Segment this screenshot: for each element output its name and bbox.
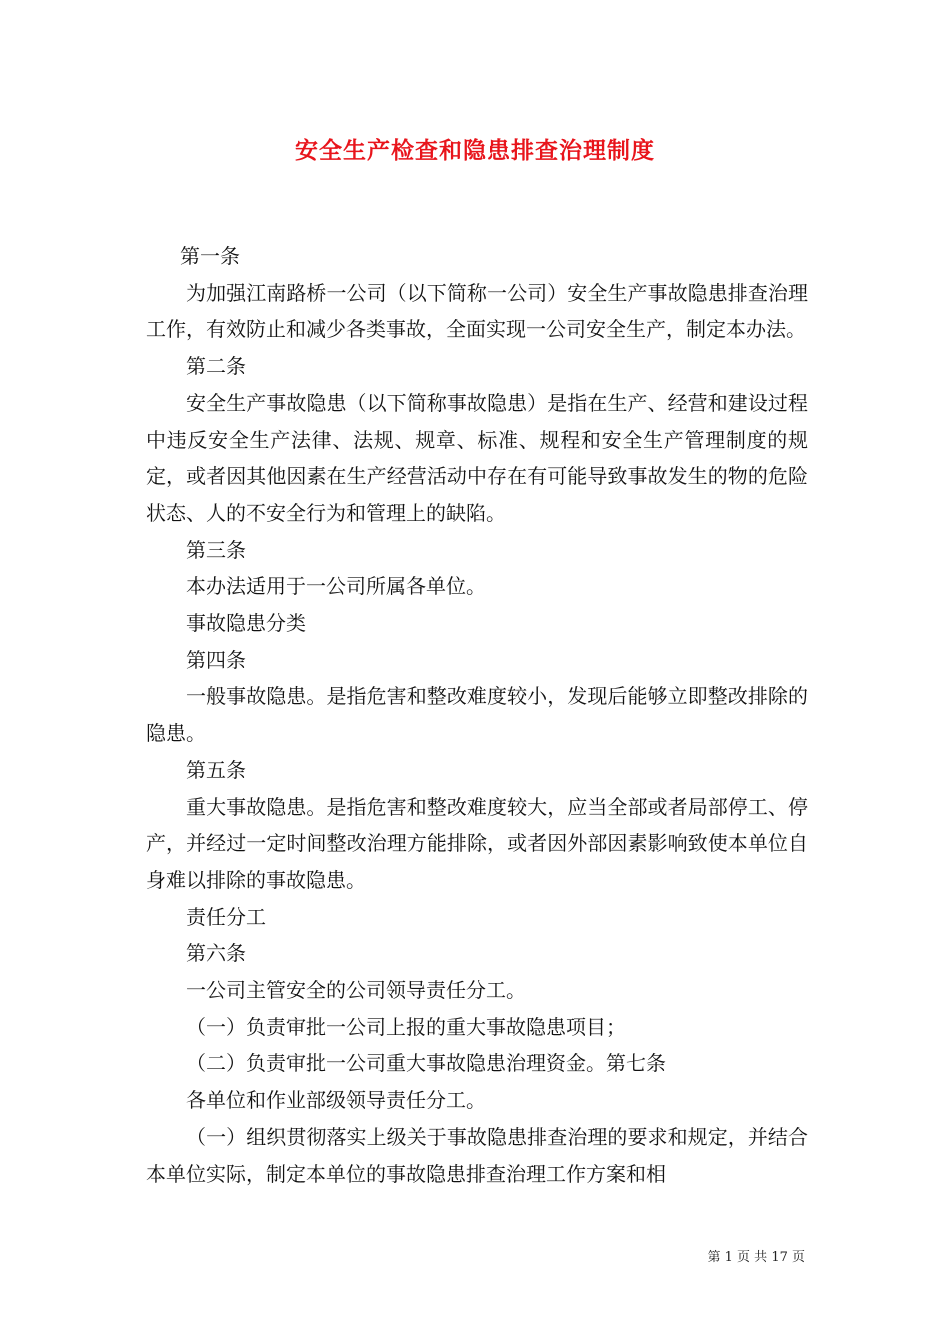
paragraph: 责任分工 <box>186 904 266 929</box>
paragraph: 第二条 <box>186 354 246 379</box>
paragraph: 第六条 <box>186 941 246 966</box>
paragraph: 各单位和作业部级领导责任分工。 <box>186 1088 486 1113</box>
paragraph: 本办法适用于一公司所属各单位。 <box>186 574 486 599</box>
paragraph: 安全生产事故隐患（以下简称事故隐患）是指在生产、经营和建设过程中违反安全生产法律、法规、规章、标准、规程和安全生产管理制度的规定，或者因其他因素在生产经营活动中存在有可能导致事故发生的物的危险状态、人的不安全行为和管理上的缺陷。 <box>146 390 808 525</box>
paragraph: 为加强江南路桥一公司（以下简称一公司）安全生产事故隐患排查治理工作，有效防止和减少各类事故，全面实现一公司安全生产，制定本办法。 <box>146 280 808 342</box>
document-title: 安全生产检查和隐患排查治理制度 <box>295 137 655 164</box>
paragraph: 重大事故隐患。是指危害和整改难度较大，应当全部或者局部停工、停产，并经过一定时间整改治理方能排除，或者因外部因素影响致使本单位自身难以排除的事故隐患。 <box>146 794 808 892</box>
paragraph: （一）负责审批一公司上报的重大事故隐患项目； <box>186 1014 626 1039</box>
page-number-footer: 第 1 页 共 17 页 <box>707 1250 805 1265</box>
document-body <box>146 238 808 1192</box>
paragraph: 一公司主管安全的公司领导责任分工。 <box>186 978 526 1003</box>
paragraph: 第五条 <box>186 757 246 782</box>
paragraph: （二）负责审批一公司重大事故隐患治理资金。第七条 <box>186 1051 666 1076</box>
paragraph: 事故隐患分类 <box>186 611 306 636</box>
paragraph: （一）组织贯彻落实上级关于事故隐患排查治理的要求和规定，并结合本单位实际，制定本单位的事故隐患排查治理工作方案和相 <box>146 1124 808 1186</box>
paragraph: 第一条 <box>180 244 240 268</box>
paragraph: 一般事故隐患。是指危害和整改难度较小，发现后能够立即整改排除的隐患。 <box>146 684 808 746</box>
paragraph: 第四条 <box>186 647 246 672</box>
paragraph: 第三条 <box>186 537 246 562</box>
